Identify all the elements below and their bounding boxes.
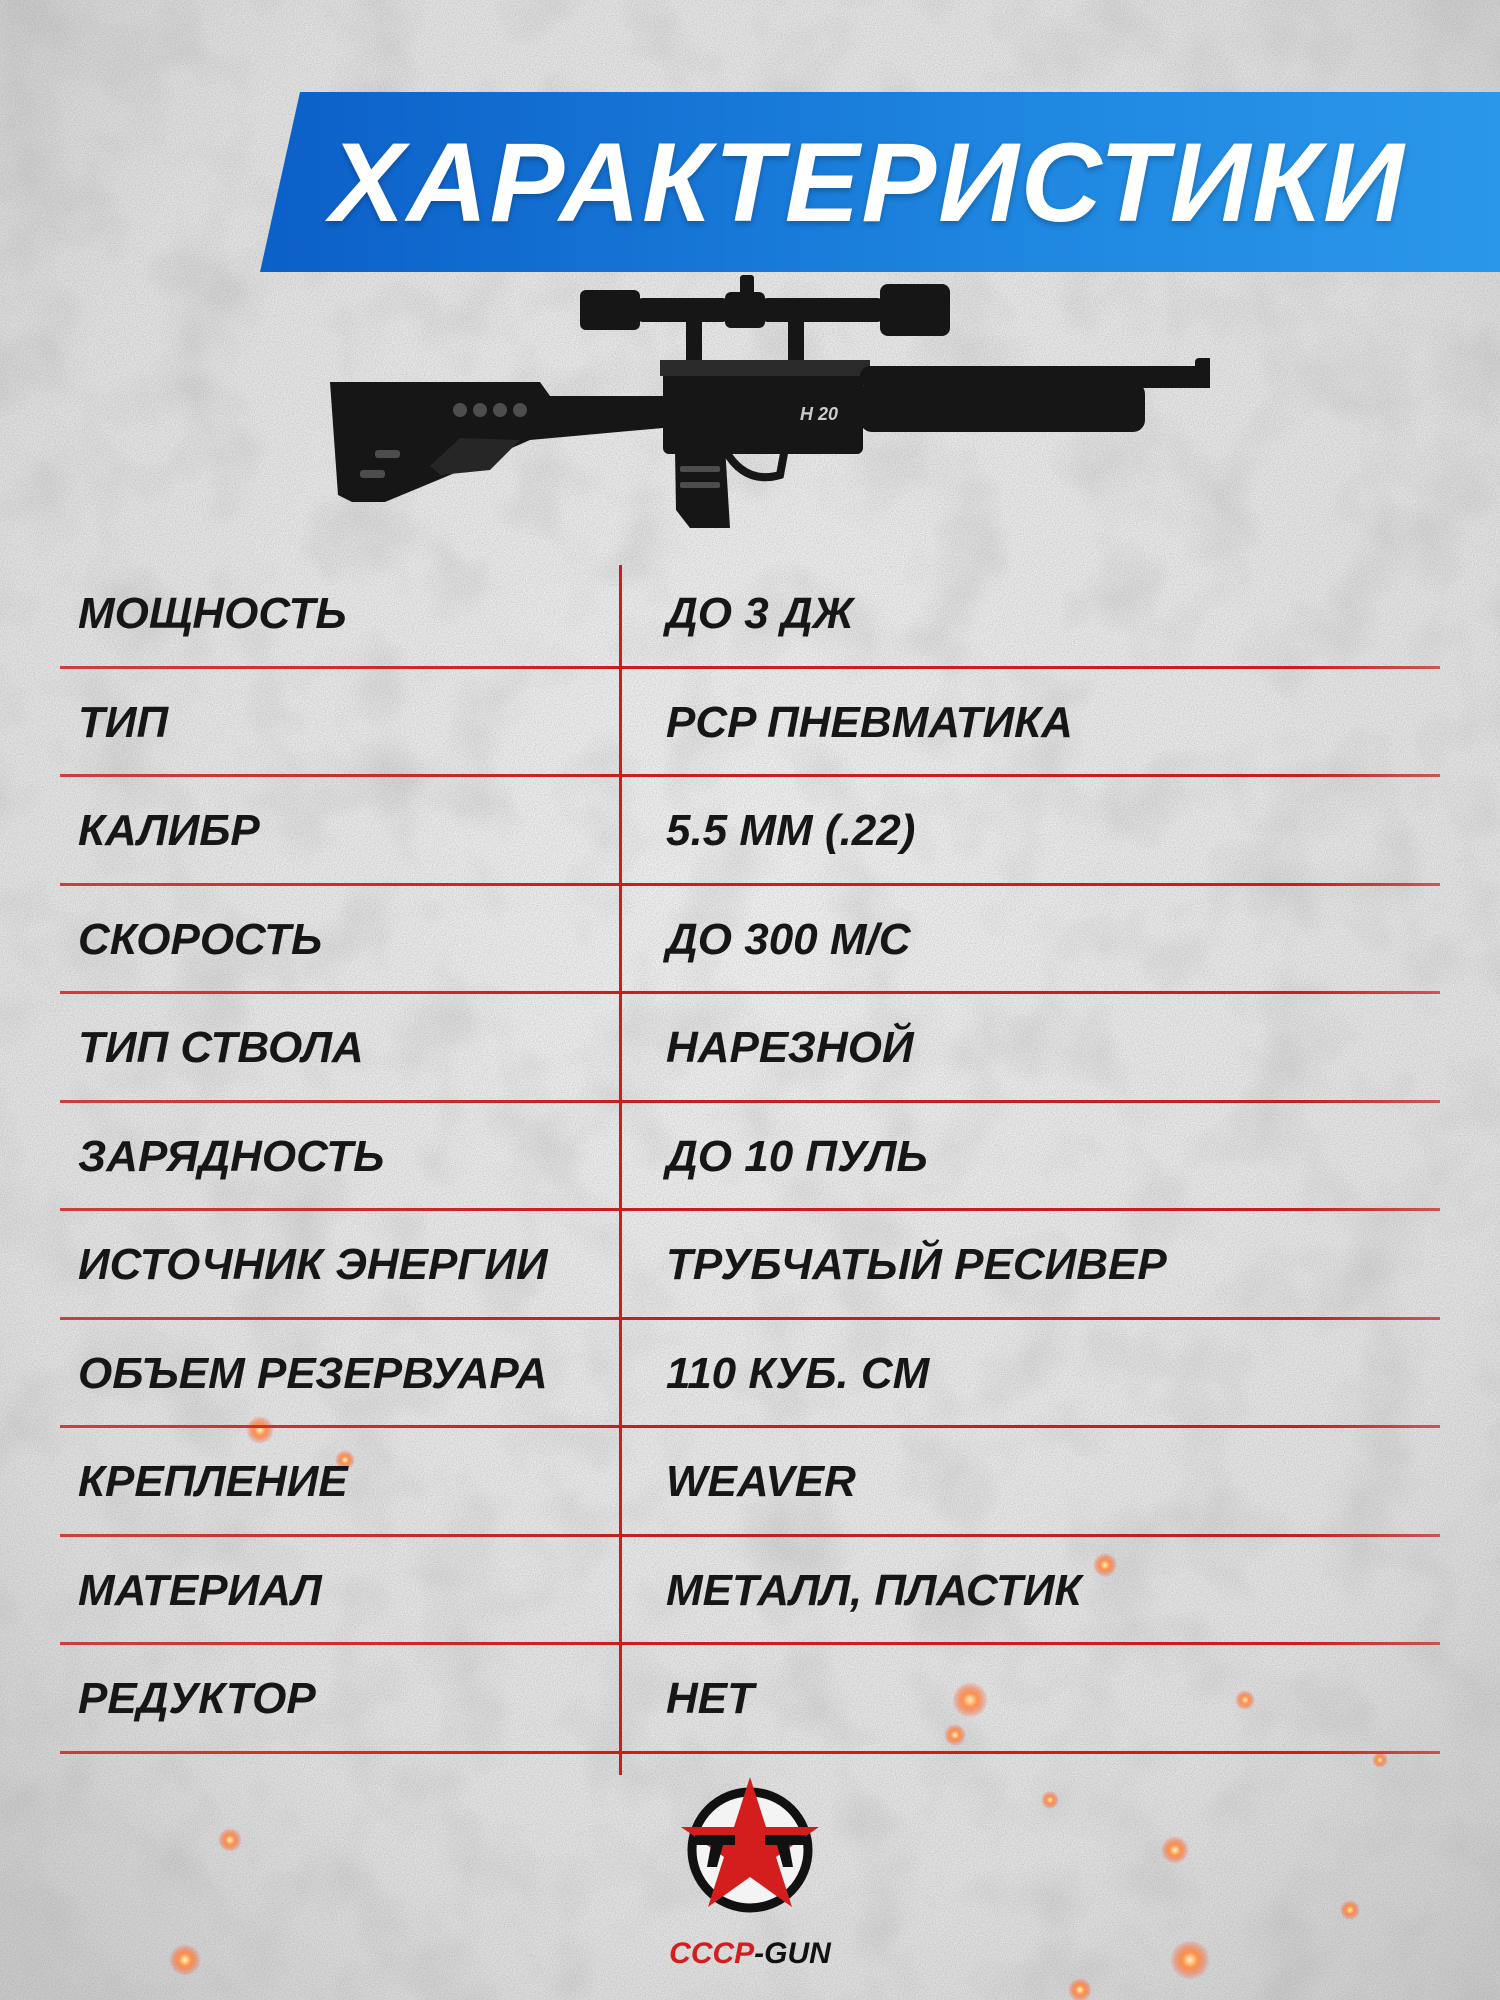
spec-label: ОБЪЕМ РЕЗЕРВУАРА [78,1348,548,1398]
spec-label: МАТЕРИАЛ [78,1565,322,1615]
rifle-image [330,270,1210,530]
spec-label: КРЕПЛЕНИЕ [78,1457,348,1506]
spec-row [60,669,1440,778]
brand-logo [665,1775,835,1975]
spec-label: ТИП СТВОЛА [78,1023,364,1072]
spec-label: ТИП [78,697,169,747]
model-marking: H 20 [800,404,839,424]
spec-value: МЕТАЛЛ, ПЛАСТИК [666,1565,1082,1615]
spec-value: ДО 10 ПУЛЬ [666,1131,928,1181]
spec-row [60,560,1440,669]
spec-label: РЕДУКТОР [78,1674,316,1723]
spec-value: 5.5 ММ (.22) [666,806,916,855]
spec-row [60,1428,1440,1537]
spec-row [60,1211,1440,1320]
svg-text:СССР-GUN [669,1937,832,1970]
spec-value: НЕТ [666,1674,754,1723]
spec-value: ТРУБЧАТЫЙ РЕСИВЕР [666,1240,1167,1289]
spec-value: ДО 3 ДЖ [666,589,854,638]
spec-row [60,886,1440,995]
spec-label: СКОРОСТЬ [78,914,323,964]
spec-value: 110 КУБ. СМ [666,1348,930,1398]
spec-label: КАЛИБР [78,806,260,855]
spec-value: PCP ПНЕВМАТИКА [666,697,1073,747]
spec-row [60,777,1440,886]
spec-value: WEAVER [666,1457,856,1506]
brand-name-part2: -GUN [754,1937,831,1970]
spec-row [60,1103,1440,1212]
brand-name-part1: СССР [669,1937,755,1970]
spec-label: МОЩНОСТЬ [78,589,347,638]
column-divider [619,565,622,1775]
spec-row [60,1537,1440,1646]
row-divider [60,1751,1440,1754]
spec-row [60,1645,1440,1754]
spec-row [60,1320,1440,1429]
spec-label: ИСТОЧНИК ЭНЕРГИИ [78,1240,548,1289]
page-title: ХАРАКТЕРИСТИКИ [330,120,1406,245]
spec-row [60,994,1440,1103]
spec-value: НАРЕЗНОЙ [666,1023,914,1072]
spec-label: ЗАРЯДНОСТЬ [78,1131,385,1181]
spec-value: ДО 300 М/С [666,914,911,964]
spec-table [60,560,1440,1754]
